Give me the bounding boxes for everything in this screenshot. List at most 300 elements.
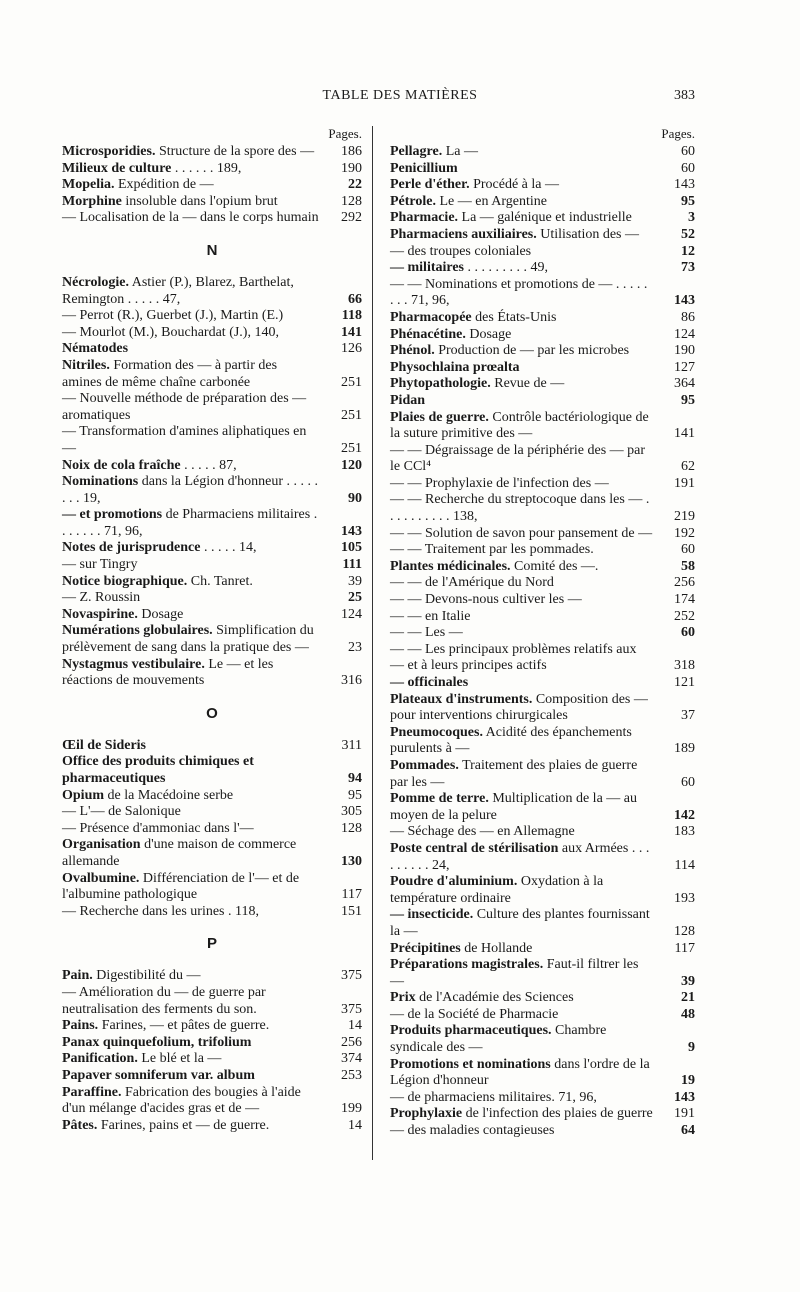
entry-heading: Promotions et nominations xyxy=(390,1056,551,1072)
entry-text: — Perrot (R.), Guerbet (J.), Martin (E.) xyxy=(62,308,284,324)
section-letter: N xyxy=(206,241,218,259)
entry-heading: Prix xyxy=(390,990,416,1006)
entry-text: Digestibilité du — xyxy=(92,968,201,984)
entry-list xyxy=(62,144,362,227)
index-entry xyxy=(62,574,362,591)
entry-heading: Phénol. xyxy=(390,343,435,359)
entry-text: — — Solution de savon pour pansement de — xyxy=(390,525,653,541)
entry-heading: Nitriles. xyxy=(62,357,110,373)
index-entry xyxy=(390,144,695,161)
entry-text: aux Armées . . . . . . . . . 24, xyxy=(390,840,650,873)
index-entry xyxy=(62,507,362,540)
entry-heading: Novaspirine. xyxy=(62,606,138,622)
entry-page-number: 251 xyxy=(341,407,362,423)
entry-heading: Précipitines xyxy=(390,940,461,956)
entry-page-number: 90 xyxy=(348,490,362,506)
entry-page-number: 120 xyxy=(341,457,362,473)
index-entry xyxy=(390,443,695,476)
entry-text: — — Les — xyxy=(390,625,463,641)
entry-page-number: 118 xyxy=(341,308,362,324)
index-entry xyxy=(390,675,695,692)
index-entry xyxy=(390,957,695,990)
running-title: TABLE DES MATIÈRES xyxy=(322,88,478,103)
entry-heading: Prophylaxie xyxy=(390,1106,463,1122)
entry-heading: Penicillium xyxy=(390,160,458,176)
index-entry xyxy=(390,725,695,758)
entry-list xyxy=(62,275,362,690)
entry-page-number: 64 xyxy=(681,1123,695,1139)
entry-page-number: 192 xyxy=(674,525,695,541)
entry-page-number: 9 xyxy=(688,1040,695,1056)
section-letter: O xyxy=(206,704,218,722)
entry-page-number: 111 xyxy=(342,557,362,573)
entry-page-number: 121 xyxy=(674,675,695,690)
entry-page-number: 128 xyxy=(674,923,695,939)
index-entry xyxy=(390,758,695,791)
entry-page-number: 190 xyxy=(674,343,695,359)
entry-page-number: 114 xyxy=(674,857,695,873)
entry-page-number: 48 xyxy=(681,1006,695,1022)
entry-page-number: 52 xyxy=(681,226,695,242)
entry-text: de l'Académie des Sciences xyxy=(415,990,574,1006)
entry-page-number: 60 xyxy=(681,160,695,176)
entry-page-number: 374 xyxy=(341,1051,362,1067)
entry-text: Procédé à la — xyxy=(469,177,559,193)
entry-page-number: 117 xyxy=(341,887,362,903)
page-number: 383 xyxy=(674,88,695,103)
index-entry xyxy=(62,837,362,870)
entry-page-number: 311 xyxy=(341,737,362,753)
entry-text: — Recherche dans les urines . 118, xyxy=(62,903,259,919)
entry-list xyxy=(62,968,362,1134)
index-entry xyxy=(390,907,695,940)
column-divider xyxy=(372,126,373,1160)
index-entry xyxy=(390,575,695,592)
index-entry xyxy=(390,874,695,907)
entry-text: Oxydation à la température ordinaire xyxy=(390,874,604,906)
entry-heading: Pharmacie. xyxy=(390,210,459,226)
entry-text: Culture des plantes fournissant la — xyxy=(390,907,650,939)
entry-page-number: 151 xyxy=(341,903,362,919)
entry-page-number: 60 xyxy=(681,542,695,558)
entry-text: — — Prophylaxie de l'infection des — xyxy=(390,475,609,491)
entry-heading: — insecticide. xyxy=(390,907,474,923)
index-entry xyxy=(390,210,695,227)
index-entry xyxy=(62,177,362,194)
entry-page-number: 143 xyxy=(341,523,362,539)
entry-text: Le blé et la — xyxy=(137,1051,222,1067)
entry-heading: Produits pharmaceutiques. xyxy=(390,1023,552,1039)
entry-page-number: 252 xyxy=(674,608,695,624)
entry-text: de l'infection des plaies de guerre xyxy=(462,1106,653,1122)
index-entry xyxy=(62,341,362,358)
entry-text: Formation des — à partir des amines de même chaîne carbonée xyxy=(62,357,278,390)
index-entry xyxy=(390,990,695,1007)
entry-text: Acidité des épanchements purulents à — xyxy=(390,724,632,757)
entry-page-number: 14 xyxy=(348,1117,362,1133)
index-entry xyxy=(62,474,362,507)
entry-text: insoluble dans l'opium brut xyxy=(121,193,278,209)
entry-page-number: 117 xyxy=(674,940,695,956)
index-entry xyxy=(390,393,695,410)
index-entry xyxy=(390,194,695,211)
entry-page-number: 127 xyxy=(674,359,695,375)
entry-page-number: 21 xyxy=(681,990,695,1006)
entry-page-number: 141 xyxy=(674,426,695,442)
index-entry xyxy=(62,1068,362,1085)
entry-page-number: 142 xyxy=(674,807,695,823)
entry-page-number: 58 xyxy=(681,558,695,574)
index-entry xyxy=(390,841,695,874)
entry-page-number: 253 xyxy=(341,1067,362,1083)
entry-heading: Milieux de culture xyxy=(62,160,172,176)
entry-text: — — Dégraissage de la périphérie des — par le CCl⁴ xyxy=(390,442,646,475)
entry-page-number: 305 xyxy=(341,804,362,820)
entry-text: — — en Italie xyxy=(390,608,471,624)
index-entry xyxy=(390,343,695,360)
entry-heading: Office des produits chimiques et pharmaceutiques xyxy=(62,754,254,786)
entry-text: — Z. Roussin xyxy=(62,590,141,606)
index-entry xyxy=(390,941,695,958)
entry-text: Astier (P.), Blarez, Barthelat, Remington . . . . . 47, xyxy=(62,274,294,307)
index-entry xyxy=(62,325,362,342)
index-entry xyxy=(62,1051,362,1068)
index-entry xyxy=(390,260,695,277)
entry-heading: Organisation xyxy=(62,837,141,853)
entry-text: Expédition de — xyxy=(114,177,214,193)
entry-heading: Pharmacopée xyxy=(390,309,472,325)
entry-text: Comité des —. xyxy=(510,558,599,574)
entry-text: Production de — par les microbes xyxy=(434,343,630,359)
index-entry xyxy=(62,161,362,178)
entry-page-number: 95 xyxy=(348,787,362,803)
entry-page-number: 251 xyxy=(341,374,362,390)
index-entry xyxy=(62,623,362,656)
entry-heading: Ovalbumine. xyxy=(62,870,140,886)
entry-page-number: 124 xyxy=(341,606,362,622)
index-entry xyxy=(390,1123,695,1140)
index-entry xyxy=(62,754,362,787)
entry-text: La — galénique et industrielle xyxy=(458,210,632,226)
entry-page-number: 39 xyxy=(348,573,362,589)
index-entry xyxy=(390,824,695,841)
entry-heading: Poudre d'aluminium. xyxy=(390,874,518,890)
index-entry xyxy=(390,592,695,609)
index-entry xyxy=(62,738,362,755)
index-entry xyxy=(390,227,695,244)
entry-heading: Numérations globulaires. xyxy=(62,623,213,639)
index-entry xyxy=(62,275,362,308)
index-entry xyxy=(62,788,362,805)
index-entry xyxy=(390,310,695,327)
entry-text: Fabrication des bougies à l'aide d'un mélange d'acides gras et de — xyxy=(62,1084,301,1117)
entry-page-number: 141 xyxy=(341,324,362,340)
index-entry xyxy=(390,177,695,194)
index-entry xyxy=(62,904,362,921)
entry-heading: — et promotions xyxy=(62,507,163,523)
index-entry xyxy=(390,277,695,310)
entry-page-number: 128 xyxy=(341,820,362,836)
entry-page-number: 95 xyxy=(681,193,695,209)
entry-heading: Phytopathologie. xyxy=(390,376,491,392)
entry-page-number: 124 xyxy=(674,326,695,342)
entry-page-number: 256 xyxy=(341,1034,362,1050)
entry-text: — sur Tingry xyxy=(62,557,138,573)
entry-heading: — militaires xyxy=(390,260,465,276)
entry-page-number: 292 xyxy=(341,210,362,226)
entry-heading: Papaver somniferum var. album xyxy=(62,1067,255,1083)
entry-page-number: 3 xyxy=(688,210,695,226)
index-entry xyxy=(390,492,695,525)
index-entry xyxy=(62,557,362,574)
entry-heading: Noix de cola fraîche xyxy=(62,457,181,473)
entry-text: — de pharmaciens militaires. 71, 96, xyxy=(390,1089,597,1105)
entry-page-number: 12 xyxy=(681,243,695,259)
entry-text: — — Les principaux problèmes relatifs aux — et à leurs principes actifs xyxy=(390,641,637,674)
entry-heading: Plantes médicinales. xyxy=(390,558,511,574)
entry-text: Faut-il filtrer les — xyxy=(390,957,639,989)
entry-text: — Mourlot (M.), Bouchardat (J.), 140, xyxy=(62,324,279,340)
index-entry xyxy=(62,194,362,211)
entry-heading: Œil de Sideris xyxy=(62,737,147,753)
entry-heading: Opium xyxy=(62,787,105,803)
entry-text: Traitement des plaies de guerre par les — xyxy=(390,757,638,790)
index-entry xyxy=(390,327,695,344)
entry-page-number: 62 xyxy=(681,459,695,475)
index-entry xyxy=(62,821,362,838)
entry-text: Structure de la spore des — xyxy=(155,144,315,159)
entry-text: — Amélioration du — de guerre par neutralisation des ferments du son. xyxy=(62,984,266,1017)
entry-text: dans l'ordre de la Légion d'honneur xyxy=(390,1056,650,1089)
index-entry xyxy=(390,625,695,642)
entry-text: . . . . . 87, xyxy=(180,457,237,473)
entry-page-number: 14 xyxy=(348,1018,362,1034)
index-entry xyxy=(390,1007,695,1024)
index-entry xyxy=(390,542,695,559)
entry-page-number: 219 xyxy=(674,509,695,525)
entry-page-number: 186 xyxy=(341,144,362,159)
entry-page-number: 105 xyxy=(341,540,362,556)
entry-text: Utilisation des — xyxy=(536,226,640,242)
index-entry xyxy=(62,607,362,624)
entry-page-number: 143 xyxy=(674,177,695,193)
index-entry xyxy=(62,540,362,557)
entry-heading: Plaies de guerre. xyxy=(390,409,489,425)
entry-text: Ch. Tanret. xyxy=(187,573,253,589)
entry-heading: Phénacétine. xyxy=(390,326,466,342)
entry-heading: Physochlaina prœalta xyxy=(390,359,520,375)
entry-page-number: 60 xyxy=(681,144,695,159)
entry-text: — — Traitement par les pommades. xyxy=(390,542,594,558)
entry-text: Farines, pains et — de guerre. xyxy=(97,1117,270,1133)
index-entry xyxy=(390,559,695,576)
entry-heading: Pain. xyxy=(62,968,93,984)
entry-heading: Pains. xyxy=(62,1018,99,1034)
entry-text: — L'— de Salonique xyxy=(62,804,181,820)
index-entry xyxy=(390,1090,695,1107)
entry-heading: Nématodes xyxy=(62,341,129,357)
entry-page-number: 128 xyxy=(341,193,362,209)
entry-heading: Pharmaciens auxiliaires. xyxy=(390,226,537,242)
index-entry xyxy=(62,871,362,904)
entry-text: Contrôle bactériologique de la suture primitive des — xyxy=(390,409,649,442)
entry-page-number: 143 xyxy=(674,293,695,309)
index-entry xyxy=(390,692,695,725)
entry-heading: Préparations magistrales. xyxy=(390,957,544,973)
entry-heading: Microsporidies. xyxy=(62,144,156,159)
entry-page-number: 37 xyxy=(681,708,695,724)
entry-heading: Morphine xyxy=(62,193,122,209)
entry-text: Dosage xyxy=(465,326,512,342)
entry-page-number: 375 xyxy=(341,1001,362,1017)
entry-page-number: 191 xyxy=(674,475,695,491)
entry-page-number: 60 xyxy=(681,774,695,790)
entry-text: — Localisation de la — dans le corps humain xyxy=(62,210,319,226)
entry-text: — Présence d'ammoniac dans l'— xyxy=(62,820,254,836)
entry-heading: Panax quinquefolium, trifolium xyxy=(62,1034,252,1050)
entry-page-number: 73 xyxy=(681,260,695,276)
entry-page-number: 256 xyxy=(674,575,695,591)
entry-page-number: 251 xyxy=(341,440,362,456)
entry-text: — — Devons-nous cultiver les — xyxy=(390,592,582,608)
entry-heading: Pidan xyxy=(390,392,426,408)
index-entry xyxy=(62,985,362,1018)
entry-page-number: 66 xyxy=(348,291,362,307)
right-column xyxy=(390,124,695,1140)
index-entry xyxy=(390,161,695,178)
entry-text: La — xyxy=(442,144,478,159)
entry-heading: Notice biographique. xyxy=(62,573,188,589)
entry-page-number: 143 xyxy=(674,1089,695,1105)
entry-heading: Nystagmus vestibulaire. xyxy=(62,656,205,672)
page-header xyxy=(0,88,800,112)
entry-text: des États-Unis xyxy=(471,309,557,325)
entry-heading: Plateaux d'instruments. xyxy=(390,691,533,707)
index-entry xyxy=(62,1085,362,1118)
index-entry xyxy=(62,308,362,325)
entry-heading: Pétrole. xyxy=(390,193,436,209)
entry-page-number: 190 xyxy=(341,160,362,176)
section-letter: P xyxy=(206,935,217,953)
entry-text: de Hollande xyxy=(460,940,533,956)
entry-text: . . . . . 14, xyxy=(200,540,257,556)
entry-text: Multiplication de la — au moyen de la pelure xyxy=(390,791,637,823)
entry-text: — — Nominations et promotions de — . . . . . . . . 71, 96, xyxy=(390,276,648,309)
index-entry xyxy=(390,791,695,824)
entry-page-number: 191 xyxy=(674,1106,695,1122)
entry-heading: Perle d'éther. xyxy=(390,177,470,193)
entry-text: Farines, — et pâtes de guerre. xyxy=(98,1018,270,1034)
entry-text: Chambre syndicale des — xyxy=(390,1023,607,1056)
entry-page-number: 316 xyxy=(341,673,362,689)
pages-label: Pages. xyxy=(328,126,362,141)
index-entry xyxy=(390,410,695,443)
entry-page-number: 39 xyxy=(681,973,695,989)
entry-text: — — de l'Amérique du Nord xyxy=(390,575,554,591)
entry-heading: Mopelia. xyxy=(62,177,115,193)
entry-list xyxy=(62,738,362,921)
entry-heading: Pomme de terre. xyxy=(390,791,489,807)
entry-page-number: 22 xyxy=(348,177,362,193)
entry-list xyxy=(390,144,695,1140)
index-entry xyxy=(62,1035,362,1052)
entry-page-number: 189 xyxy=(674,741,695,757)
index-entry xyxy=(390,1023,695,1056)
entry-heading: Poste central de stérilisation xyxy=(390,840,559,856)
index-entry xyxy=(390,476,695,493)
entry-heading: — officinales xyxy=(390,675,469,690)
index-entry xyxy=(62,590,362,607)
entry-page-number: 126 xyxy=(341,341,362,357)
entry-heading: Nécrologie. xyxy=(62,274,129,290)
entry-text: — des troupes coloniales xyxy=(390,243,532,259)
index-entry xyxy=(62,1118,362,1135)
entry-text: Simplification du prélèvement de sang dans la pratique des — xyxy=(62,623,314,656)
index-entry xyxy=(390,1106,695,1123)
index-entry xyxy=(62,458,362,475)
entry-page-number: 86 xyxy=(681,309,695,325)
entry-page-number: 95 xyxy=(681,392,695,408)
entry-text: d'une maison de commerce allemande xyxy=(62,837,297,869)
index-entry xyxy=(62,804,362,821)
entry-heading: Paraffine. xyxy=(62,1084,122,1100)
entry-heading: Notes de jurisprudence xyxy=(62,540,201,556)
entry-text: — — Recherche du streptocoque dans les — . . . . . . . . . . 138, xyxy=(390,492,650,525)
entry-text: — Nouvelle méthode de préparation des — aromatiques xyxy=(62,391,307,423)
entry-text: Revue de — xyxy=(490,376,565,392)
entry-page-number: 318 xyxy=(674,658,695,674)
index-entry xyxy=(62,391,362,424)
index-entry xyxy=(62,657,362,690)
entry-page-number: 183 xyxy=(674,824,695,840)
entry-text: Différenciation de l'— et de l'albumine pathologique xyxy=(62,870,300,903)
entry-text: Dosage xyxy=(137,606,184,622)
entry-page-number: 174 xyxy=(674,592,695,608)
index-entry xyxy=(62,968,362,985)
index-entry xyxy=(390,360,695,377)
entry-heading: Pneumocoques. xyxy=(390,724,483,740)
index-entry xyxy=(62,1018,362,1035)
entry-page-number: 25 xyxy=(348,590,362,606)
entry-text: — Séchage des — en Allemagne xyxy=(390,824,575,840)
entry-page-number: 193 xyxy=(674,890,695,906)
entry-heading: Pellagre. xyxy=(390,144,443,159)
entry-text: Le — en Argentine xyxy=(436,193,547,209)
entry-page-number: 364 xyxy=(674,376,695,392)
entry-text: Le — et les réactions de mouvements xyxy=(62,656,274,689)
pages-label: Pages. xyxy=(661,126,695,141)
entry-text: dans la Légion d'honneur . . . . . . . . 19, xyxy=(62,474,319,506)
left-column xyxy=(62,124,362,1134)
entry-text: . . . . . . 189, xyxy=(171,160,242,176)
index-entry xyxy=(62,424,362,457)
entry-page-number: 199 xyxy=(341,1101,362,1117)
index-entry xyxy=(390,609,695,626)
entry-page-number: 94 xyxy=(348,771,362,786)
index-entry xyxy=(390,642,695,675)
entry-page-number: 375 xyxy=(341,968,362,984)
index-entry xyxy=(390,376,695,393)
index-entry xyxy=(390,526,695,543)
entry-heading: Pâtes. xyxy=(62,1117,98,1133)
index-entry xyxy=(390,244,695,261)
entry-page-number: 19 xyxy=(681,1073,695,1089)
entry-page-number: 130 xyxy=(341,853,362,869)
index-entry xyxy=(62,210,362,227)
index-entry xyxy=(390,1057,695,1090)
entry-text: de Pharmaciens militaires . . . . . . . 71, 96, xyxy=(62,507,318,539)
entry-text: Composition des — pour interventions chirurgicales xyxy=(390,691,648,724)
